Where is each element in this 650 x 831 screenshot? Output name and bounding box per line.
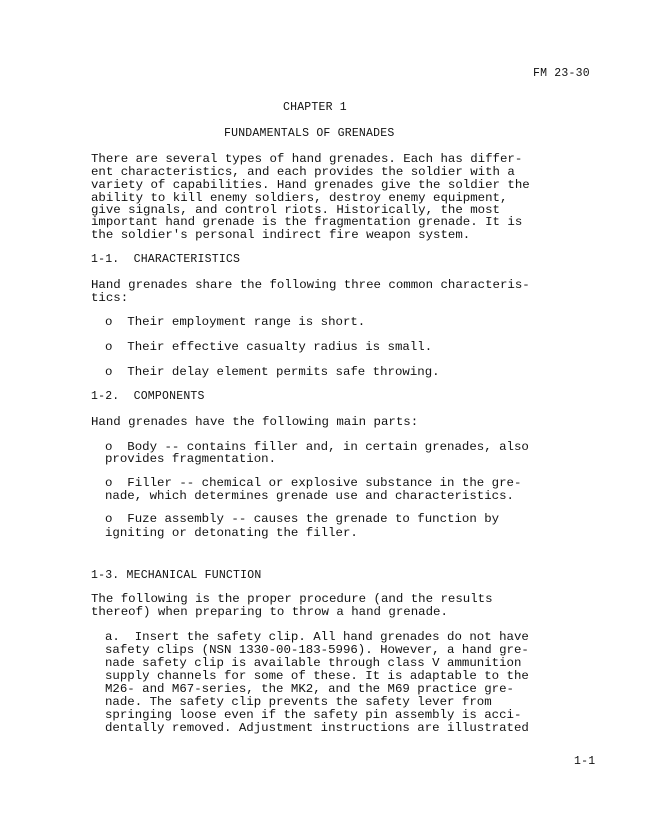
text-line: ent characteristics, and each provides the soldier with a — [91, 165, 515, 179]
bullet-item: o Their delay element permits safe throwing. — [105, 365, 440, 379]
text-line: supply channels for some of these. It is adaptable to the — [105, 669, 529, 683]
bullet-item: o Body -- contains filler and, in certain grenades, also — [105, 440, 529, 454]
text-line: safety clips (NSN 1330-00-183-5996). However, a hand gre- — [105, 643, 529, 657]
section-heading-components: 1-2. COMPONENTS — [91, 390, 205, 403]
document-id: FM 23-30 — [533, 67, 590, 80]
text-line: nade. The safety clip prevents the safety lever from — [105, 695, 492, 709]
text-line: give signals, and control riots. Historically, the most — [91, 203, 500, 217]
text-line: M26- and M67-series, the MK2, and the M69 practice gre- — [105, 682, 514, 696]
section-heading-mechanical-function: 1-3. MECHANICAL FUNCTION — [91, 569, 262, 582]
text-line: nade safety clip is available through class V ammunition — [105, 656, 522, 670]
text-line: thereof) when preparing to throw a hand grenade. — [91, 605, 448, 619]
text-line: the soldier's personal indirect fire weapon system. — [91, 228, 471, 242]
text-line: ability to kill enemy soldiers, destroy enemy equipment, — [91, 191, 508, 205]
text-line: There are several types of hand grenades. Each has differ- — [91, 152, 523, 166]
bullet-continuation: nade, which determines grenade use and characteristics. — [105, 489, 514, 503]
bullet-item: o Fuze assembly -- causes the grenade to function by — [105, 512, 500, 526]
text-line: dentally removed. Adjustment instructions are illustrated — [105, 721, 529, 735]
text-line: tics: — [91, 291, 129, 305]
page-number: 1-1 — [574, 755, 596, 768]
text-line: The following is the proper procedure (and the results — [91, 592, 493, 606]
section-heading-characteristics: 1-1. CHARACTERISTICS — [91, 253, 241, 266]
text-line: Hand grenades share the following three common characteris- — [91, 278, 530, 292]
chapter-label: CHAPTER 1 — [283, 101, 347, 114]
text-line: important hand grenade is the fragmentation grenade. It is — [91, 215, 523, 229]
text-line: Hand grenades have the following main parts: — [91, 415, 419, 429]
bullet-continuation: igniting or detonating the filler. — [105, 526, 358, 540]
chapter-title: FUNDAMENTALS OF GRENADES — [224, 127, 395, 140]
bullet-item: o Filler -- chemical or explosive substance in the gre- — [105, 476, 522, 490]
text-line: a. Insert the safety clip. All hand grenades do not have — [105, 630, 529, 644]
bullet-continuation: provides fragmentation. — [105, 452, 277, 466]
bullet-item: o Their employment range is short. — [105, 315, 366, 329]
text-line: variety of capabilities. Hand grenades give the soldier the — [91, 178, 530, 192]
text-line: springing loose even if the safety pin assembly is acci- — [105, 708, 522, 722]
bullet-item: o Their effective casualty radius is small. — [105, 340, 433, 354]
